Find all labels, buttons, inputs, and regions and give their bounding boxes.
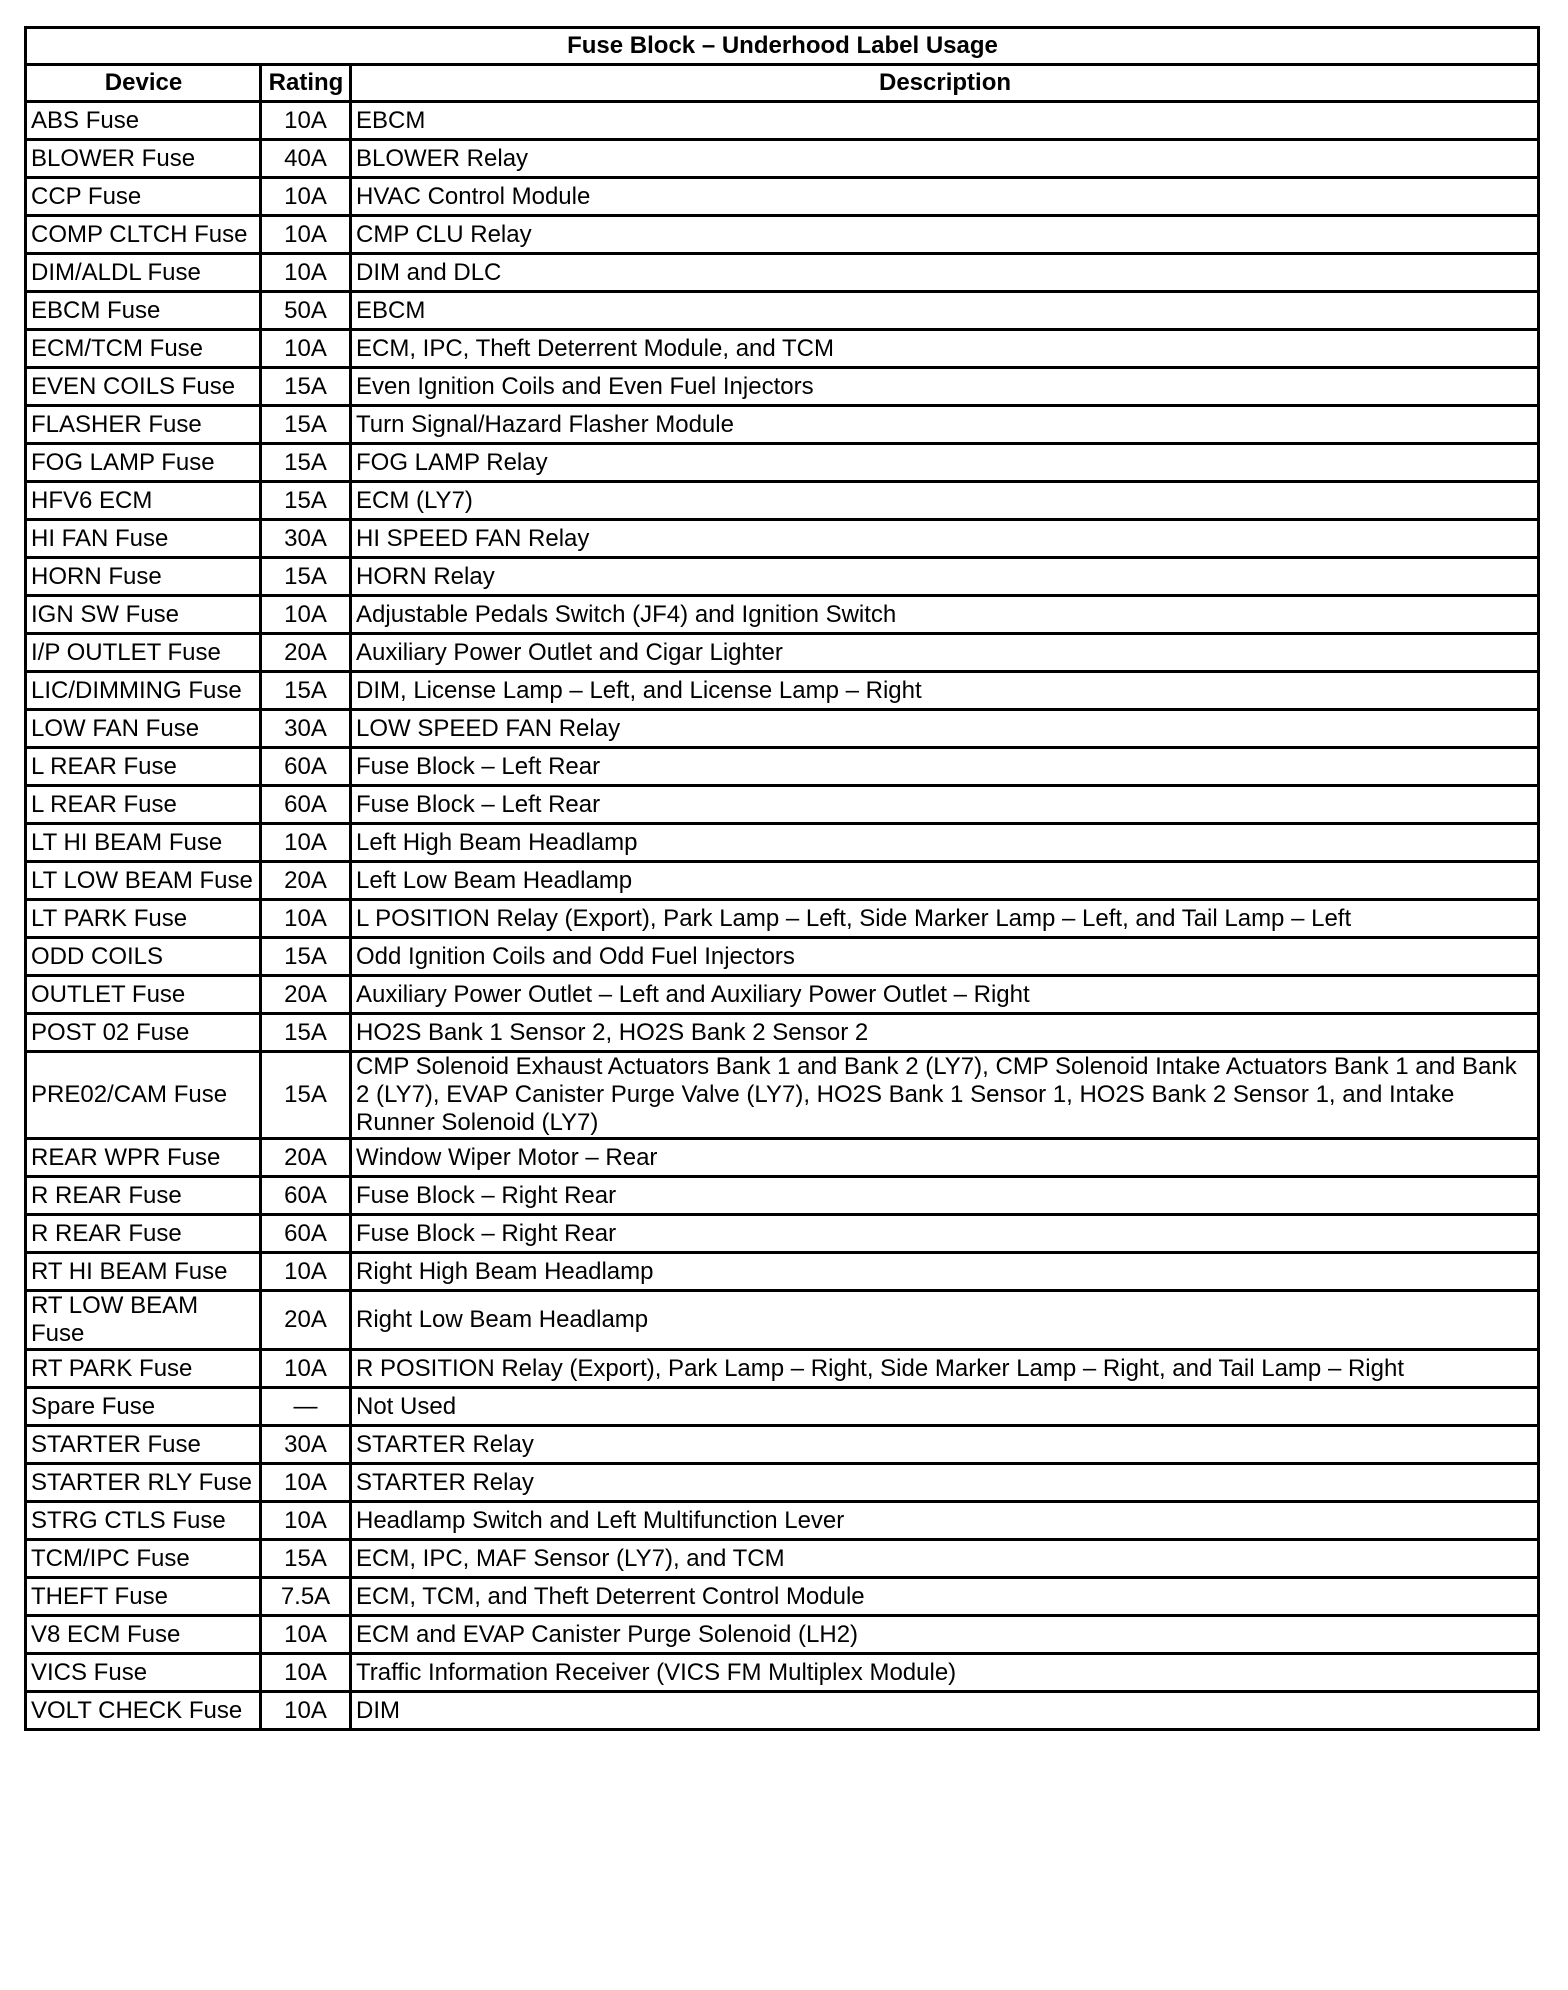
- rating-cell: 15A: [261, 558, 351, 596]
- description-cell: Adjustable Pedals Switch (JF4) and Ignition Switch: [351, 596, 1539, 634]
- device-cell: LIC/DIMMING Fuse: [26, 672, 261, 710]
- description-cell: HI SPEED FAN Relay: [351, 520, 1539, 558]
- table-row: [26, 102, 1539, 140]
- rating-cell: 20A: [261, 1139, 351, 1177]
- device-cell: COMP CLTCH Fuse: [26, 216, 261, 254]
- device-cell: I/P OUTLET Fuse: [26, 634, 261, 672]
- device-cell: STRG CTLS Fuse: [26, 1502, 261, 1540]
- device-cell: RT LOW BEAM Fuse: [26, 1291, 261, 1350]
- table-row: [26, 938, 1539, 976]
- device-cell: VOLT CHECK Fuse: [26, 1692, 261, 1730]
- column-header-rating: Rating: [261, 65, 351, 102]
- rating-cell: 10A: [261, 1654, 351, 1692]
- description-cell: L POSITION Relay (Export), Park Lamp – Left, Side Marker Lamp – Left, and Tail Lamp – Left: [351, 900, 1539, 938]
- rating-cell: 60A: [261, 786, 351, 824]
- device-cell: FOG LAMP Fuse: [26, 444, 261, 482]
- device-cell: DIM/ALDL Fuse: [26, 254, 261, 292]
- description-cell: Turn Signal/Hazard Flasher Module: [351, 406, 1539, 444]
- description-cell: Auxiliary Power Outlet – Left and Auxiliary Power Outlet – Right: [351, 976, 1539, 1014]
- table-row: [26, 1052, 1539, 1139]
- table-row: [26, 786, 1539, 824]
- description-cell: HVAC Control Module: [351, 178, 1539, 216]
- device-cell: POST 02 Fuse: [26, 1014, 261, 1052]
- rating-cell: 15A: [261, 368, 351, 406]
- table-row: [26, 1578, 1539, 1616]
- table-row: [26, 900, 1539, 938]
- rating-cell: 20A: [261, 1291, 351, 1350]
- rating-cell: 7.5A: [261, 1578, 351, 1616]
- rating-cell: 10A: [261, 254, 351, 292]
- table-row: [26, 1616, 1539, 1654]
- description-cell: Even Ignition Coils and Even Fuel Injectors: [351, 368, 1539, 406]
- rating-cell: —: [261, 1388, 351, 1426]
- table-row: [26, 1215, 1539, 1253]
- description-cell: Left High Beam Headlamp: [351, 824, 1539, 862]
- description-cell: Auxiliary Power Outlet and Cigar Lighter: [351, 634, 1539, 672]
- description-cell: Traffic Information Receiver (VICS FM Multiplex Module): [351, 1654, 1539, 1692]
- description-cell: DIM and DLC: [351, 254, 1539, 292]
- rating-cell: 10A: [261, 1350, 351, 1388]
- description-cell: Fuse Block – Left Rear: [351, 786, 1539, 824]
- table-row: [26, 1291, 1539, 1350]
- table-row: [26, 368, 1539, 406]
- rating-cell: 15A: [261, 482, 351, 520]
- rating-cell: 10A: [261, 178, 351, 216]
- rating-cell: 15A: [261, 1014, 351, 1052]
- description-cell: ECM, TCM, and Theft Deterrent Control Module: [351, 1578, 1539, 1616]
- rating-cell: 60A: [261, 1215, 351, 1253]
- table-row: [26, 1502, 1539, 1540]
- description-cell: CMP CLU Relay: [351, 216, 1539, 254]
- description-cell: Fuse Block – Right Rear: [351, 1215, 1539, 1253]
- rating-cell: 10A: [261, 900, 351, 938]
- column-header-description: Description: [351, 65, 1539, 102]
- description-cell: FOG LAMP Relay: [351, 444, 1539, 482]
- rating-cell: 30A: [261, 710, 351, 748]
- rating-cell: 10A: [261, 1502, 351, 1540]
- table-row: [26, 444, 1539, 482]
- rating-cell: 20A: [261, 976, 351, 1014]
- rating-cell: 15A: [261, 1052, 351, 1139]
- table-body: [26, 102, 1539, 1730]
- rating-cell: 60A: [261, 748, 351, 786]
- description-cell: ECM and EVAP Canister Purge Solenoid (LH2): [351, 1616, 1539, 1654]
- table-title: Fuse Block – Underhood Label Usage: [26, 28, 1539, 65]
- device-cell: VICS Fuse: [26, 1654, 261, 1692]
- device-cell: LOW FAN Fuse: [26, 710, 261, 748]
- device-cell: CCP Fuse: [26, 178, 261, 216]
- rating-cell: 30A: [261, 1426, 351, 1464]
- description-cell: STARTER Relay: [351, 1464, 1539, 1502]
- device-cell: STARTER Fuse: [26, 1426, 261, 1464]
- description-cell: STARTER Relay: [351, 1426, 1539, 1464]
- device-cell: BLOWER Fuse: [26, 140, 261, 178]
- device-cell: HI FAN Fuse: [26, 520, 261, 558]
- table-row: [26, 748, 1539, 786]
- rating-cell: 30A: [261, 520, 351, 558]
- table-row: [26, 1253, 1539, 1291]
- table-row: [26, 1540, 1539, 1578]
- device-cell: RT PARK Fuse: [26, 1350, 261, 1388]
- description-cell: HO2S Bank 1 Sensor 2, HO2S Bank 2 Sensor 2: [351, 1014, 1539, 1052]
- description-cell: Left Low Beam Headlamp: [351, 862, 1539, 900]
- description-cell: Right Low Beam Headlamp: [351, 1291, 1539, 1350]
- table-row: [26, 1350, 1539, 1388]
- device-cell: HFV6 ECM: [26, 482, 261, 520]
- table-row: [26, 634, 1539, 672]
- table-row: [26, 1464, 1539, 1502]
- description-cell: Headlamp Switch and Left Multifunction Lever: [351, 1502, 1539, 1540]
- description-cell: CMP Solenoid Exhaust Actuators Bank 1 and Bank 2 (LY7), CMP Solenoid Intake Actuators Bank 1 and Bank 2 (LY7), EVAP Canister Purge Valve (LY7), HO2S Bank 1 Sensor 1, HO2S Bank 2 Sensor 1, and Intake Runner Solenoid (LY7): [351, 1052, 1539, 1139]
- rating-cell: 10A: [261, 824, 351, 862]
- device-cell: EBCM Fuse: [26, 292, 261, 330]
- description-cell: Right High Beam Headlamp: [351, 1253, 1539, 1291]
- description-cell: Fuse Block – Right Rear: [351, 1177, 1539, 1215]
- table-row: [26, 406, 1539, 444]
- description-cell: Window Wiper Motor – Rear: [351, 1139, 1539, 1177]
- device-cell: LT LOW BEAM Fuse: [26, 862, 261, 900]
- rating-cell: 15A: [261, 444, 351, 482]
- device-cell: OUTLET Fuse: [26, 976, 261, 1014]
- column-header-device: Device: [26, 65, 261, 102]
- rating-cell: 10A: [261, 1253, 351, 1291]
- description-cell: Fuse Block – Left Rear: [351, 748, 1539, 786]
- device-cell: L REAR Fuse: [26, 786, 261, 824]
- table-row: [26, 1014, 1539, 1052]
- description-cell: ECM (LY7): [351, 482, 1539, 520]
- description-cell: Not Used: [351, 1388, 1539, 1426]
- rating-cell: 10A: [261, 1616, 351, 1654]
- device-cell: PRE02/CAM Fuse: [26, 1052, 261, 1139]
- table-row: [26, 254, 1539, 292]
- description-cell: BLOWER Relay: [351, 140, 1539, 178]
- table-row: [26, 330, 1539, 368]
- device-cell: R REAR Fuse: [26, 1215, 261, 1253]
- device-cell: R REAR Fuse: [26, 1177, 261, 1215]
- table-row: [26, 862, 1539, 900]
- rating-cell: 15A: [261, 1540, 351, 1578]
- description-cell: EBCM: [351, 292, 1539, 330]
- rating-cell: 40A: [261, 140, 351, 178]
- table-row: [26, 1388, 1539, 1426]
- table-row: [26, 140, 1539, 178]
- table-row: [26, 596, 1539, 634]
- table-row: [26, 1139, 1539, 1177]
- table-row: [26, 520, 1539, 558]
- description-cell: ECM, IPC, MAF Sensor (LY7), and TCM: [351, 1540, 1539, 1578]
- device-cell: ECM/TCM Fuse: [26, 330, 261, 368]
- rating-cell: 20A: [261, 862, 351, 900]
- device-cell: STARTER RLY Fuse: [26, 1464, 261, 1502]
- table-row: [26, 292, 1539, 330]
- table-row: [26, 1692, 1539, 1730]
- rating-cell: 15A: [261, 672, 351, 710]
- table-row: [26, 1654, 1539, 1692]
- description-cell: HORN Relay: [351, 558, 1539, 596]
- fuse-block-table: [24, 26, 1540, 1731]
- device-cell: ODD COILS: [26, 938, 261, 976]
- description-cell: ECM, IPC, Theft Deterrent Module, and TCM: [351, 330, 1539, 368]
- table-row: [26, 976, 1539, 1014]
- description-cell: Odd Ignition Coils and Odd Fuel Injectors: [351, 938, 1539, 976]
- rating-cell: 10A: [261, 330, 351, 368]
- device-cell: V8 ECM Fuse: [26, 1616, 261, 1654]
- table-row: [26, 824, 1539, 862]
- table-row: [26, 178, 1539, 216]
- device-cell: TCM/IPC Fuse: [26, 1540, 261, 1578]
- rating-cell: 15A: [261, 406, 351, 444]
- rating-cell: 60A: [261, 1177, 351, 1215]
- table-row: [26, 216, 1539, 254]
- description-cell: EBCM: [351, 102, 1539, 140]
- device-cell: ABS Fuse: [26, 102, 261, 140]
- description-cell: R POSITION Relay (Export), Park Lamp – Right, Side Marker Lamp – Right, and Tail Lamp – Right: [351, 1350, 1539, 1388]
- table-row: [26, 1426, 1539, 1464]
- device-cell: LT PARK Fuse: [26, 900, 261, 938]
- rating-cell: 10A: [261, 102, 351, 140]
- rating-cell: 10A: [261, 216, 351, 254]
- device-cell: REAR WPR Fuse: [26, 1139, 261, 1177]
- device-cell: RT HI BEAM Fuse: [26, 1253, 261, 1291]
- table-row: [26, 558, 1539, 596]
- device-cell: Spare Fuse: [26, 1388, 261, 1426]
- rating-cell: 20A: [261, 634, 351, 672]
- table-title-row: [26, 28, 1539, 65]
- device-cell: L REAR Fuse: [26, 748, 261, 786]
- device-cell: IGN SW Fuse: [26, 596, 261, 634]
- device-cell: HORN Fuse: [26, 558, 261, 596]
- rating-cell: 10A: [261, 1692, 351, 1730]
- table-row: [26, 672, 1539, 710]
- device-cell: THEFT Fuse: [26, 1578, 261, 1616]
- table-header-row: [26, 65, 1539, 102]
- table-row: [26, 1177, 1539, 1215]
- rating-cell: 15A: [261, 938, 351, 976]
- rating-cell: 10A: [261, 596, 351, 634]
- device-cell: FLASHER Fuse: [26, 406, 261, 444]
- device-cell: EVEN COILS Fuse: [26, 368, 261, 406]
- rating-cell: 10A: [261, 1464, 351, 1502]
- description-cell: DIM: [351, 1692, 1539, 1730]
- device-cell: LT HI BEAM Fuse: [26, 824, 261, 862]
- description-cell: LOW SPEED FAN Relay: [351, 710, 1539, 748]
- table-row: [26, 482, 1539, 520]
- description-cell: DIM, License Lamp – Left, and License Lamp – Right: [351, 672, 1539, 710]
- rating-cell: 50A: [261, 292, 351, 330]
- table-row: [26, 710, 1539, 748]
